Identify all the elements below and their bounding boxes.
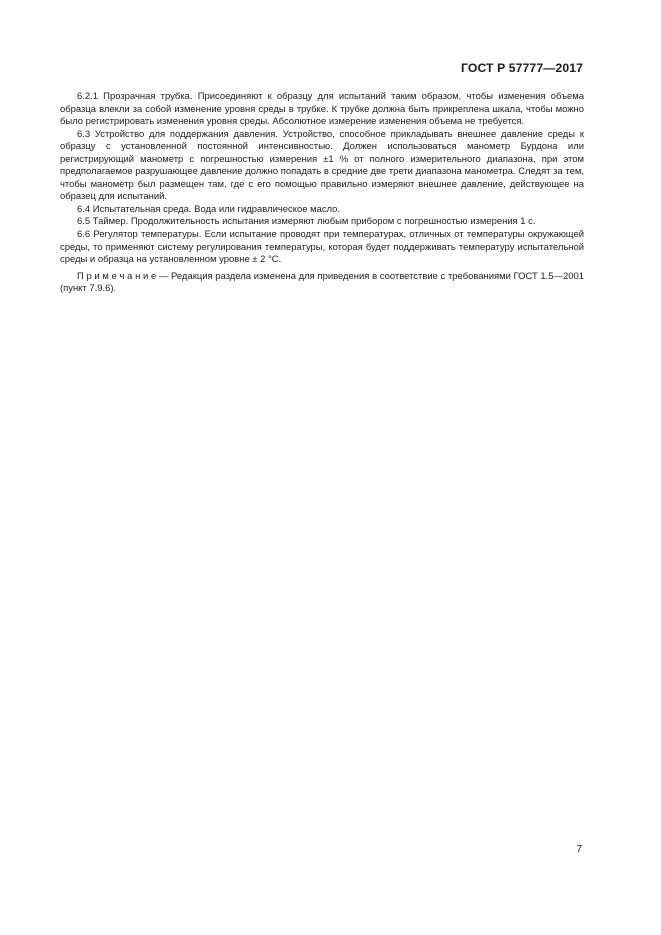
paragraph-6-5: 6.5 Таймер. Продолжительность испытания измеряют любым прибором с погрешностью измерения 1 с. xyxy=(77,216,536,228)
note-label: П р и м е ч а н и е xyxy=(77,270,157,282)
note-text: — Редакция раздела изменена для приведения в соответствие с требованиями ГОСТ 1.5—2001 (пункт 7.9.6). xyxy=(60,270,584,295)
page-number: 7 xyxy=(576,844,582,855)
note-paragraph xyxy=(60,271,584,296)
paragraph-6-6: 6.6 Регулятор температуры. Если испытание проводят при температурах, отличных от температуры окружающей среды, то применяют систему регулирования температуры, которая будет поддерживать температуру испытательной среды и образца на установленном уровне ± 2 °С. xyxy=(60,229,584,266)
document-id-header: ГОСТ Р 57777—2017 xyxy=(461,61,583,75)
document-body xyxy=(60,91,584,296)
paragraph-6-3: 6.3 Устройство для поддержания давления. Устройство, способное прикладывать внешнее давление среды к образцу с установленной постоянной интенсивностью. Должен использоваться манометр Бурдона или регистрирующий манометр с погрешностью измерения ±1 % от полного измерительного диапазона, при этом предполагаемое разрушающее давление должно попадать в средние две трети диапазона манометра. Следят за тем, чтобы манометр был размещен там, где с его помощью правильно измеряют внешнее давление, действующее на образец для испытаний. xyxy=(60,128,584,203)
paragraph-6-4: 6.4 Испытательная среда. Вода или гидравлическое масло. xyxy=(77,203,341,215)
paragraph-6-2-1: 6.2.1 Прозрачная трубка. Присоединяют к образцу для испытаний таким образом, чтобы изменения объема образца влекли за собой изменение уровня среды в трубке. К трубке должна быть прикреплена шкала, чтобы можно было регистрировать изменения уровня среды. Абсолютное измерение изменения объема не требуется. xyxy=(60,91,584,128)
